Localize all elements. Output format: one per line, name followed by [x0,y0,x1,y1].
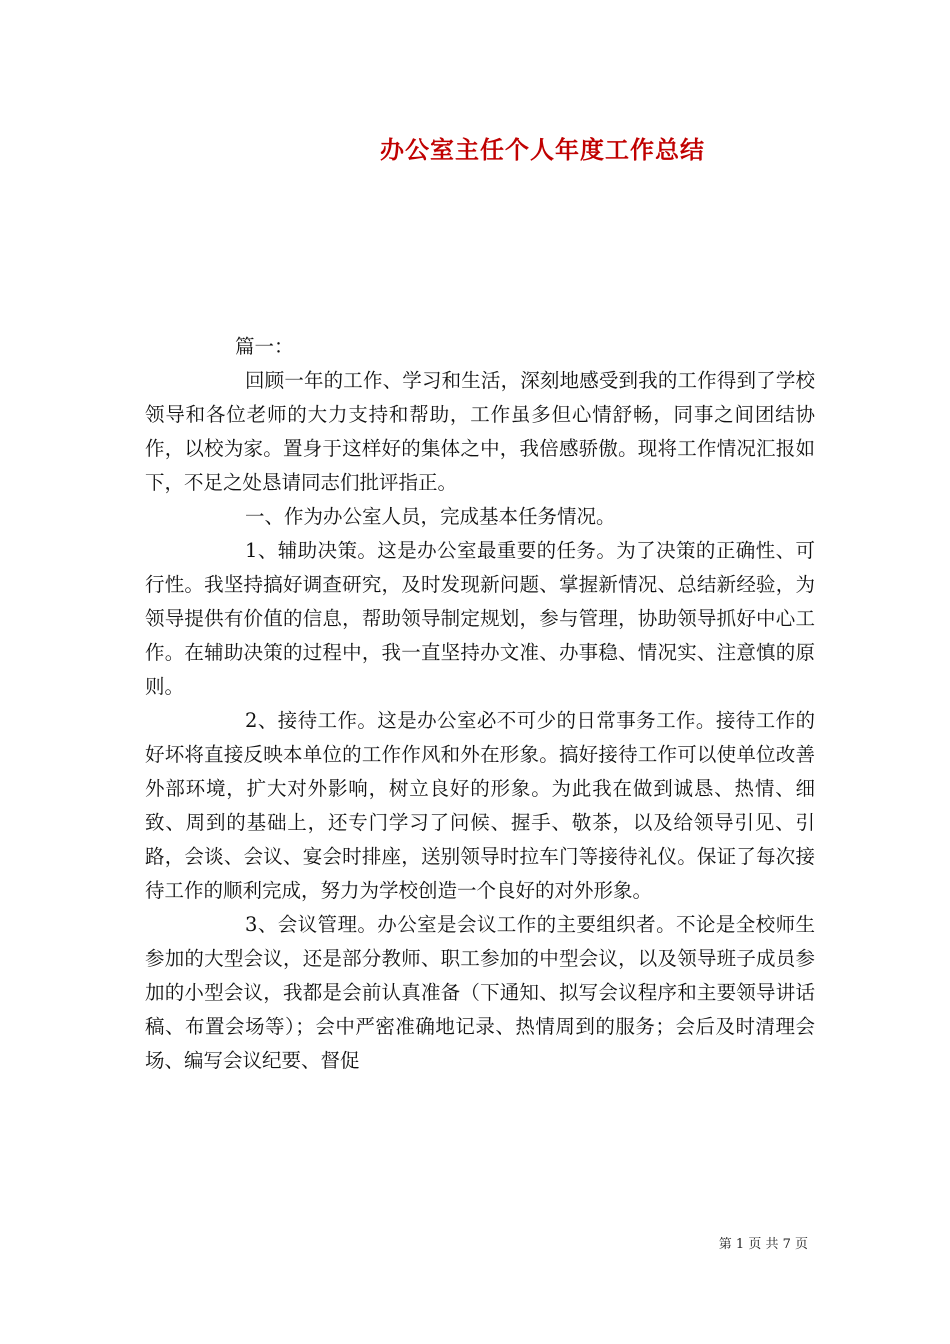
document-title: 办公室主任个人年度工作总结 [380,135,705,164]
page-footer: 第 1 页 共 7 页 [718,1237,808,1252]
section-heading: 一、作为办公室人员，完成基本任务情况。 [245,505,616,528]
document-body [145,330,815,1078]
paragraph-decision-support: 1、辅助决策。这是办公室最重要的任务。为了决策的正确性、可行性。我坚持搞好调查研究，及时发现新问题、掌握新情况、总结新经验，为领导提供有价值的信息，帮助领导制定规划，参与管理，协助领导抓好中心工作。在辅助决策的过程中，我一直坚持办文准、办事稳、情况实、注意慎的原则。 [145,539,815,698]
section-label: 篇一： [235,335,294,358]
paragraph-intro: 回顾一年的工作、学习和生活，深刻地感受到我的工作得到了学校领导和各位老师的大力支持和帮助，工作虽多但心情舒畅，同事之间团结协作，以校为家。置身于这样好的集体之中，我倍感骄傲。现将工作情况汇报如下，不足之处恳请同志们批评指正。 [145,369,815,494]
paragraph-reception: 2、接待工作。这是办公室必不可少的日常事务工作。接待工作的好坏将直接反映本单位的工作作风和外在形象。搞好接待工作可以使单位改善外部环境，扩大对外影响，树立良好的形象。为此我在做到诚恳、热情、细致、周到的基础上，还专门学习了问候、握手、敬茶，以及给领导引见、引路，会谈、会议、宴会时排座，送别领导时拉车门等接待礼仪。保证了每次接待工作的顺利完成，努力为学校创造一个良好的对外形象。 [145,709,815,902]
paragraph-meetings: 3、会议管理。办公室是会议工作的主要组织者。不论是全校师生参加的大型会议，还是部分教师、职工参加的中型会议，以及领导班子成员参加的小型会议，我都是会前认真准备（下通知、拟写会议程序和主要领导讲话稿、布置会场等）；会中严密准确地记录、热情周到的服务；会后及时清理会场、编写会议纪要、督促 [145,913,815,1072]
